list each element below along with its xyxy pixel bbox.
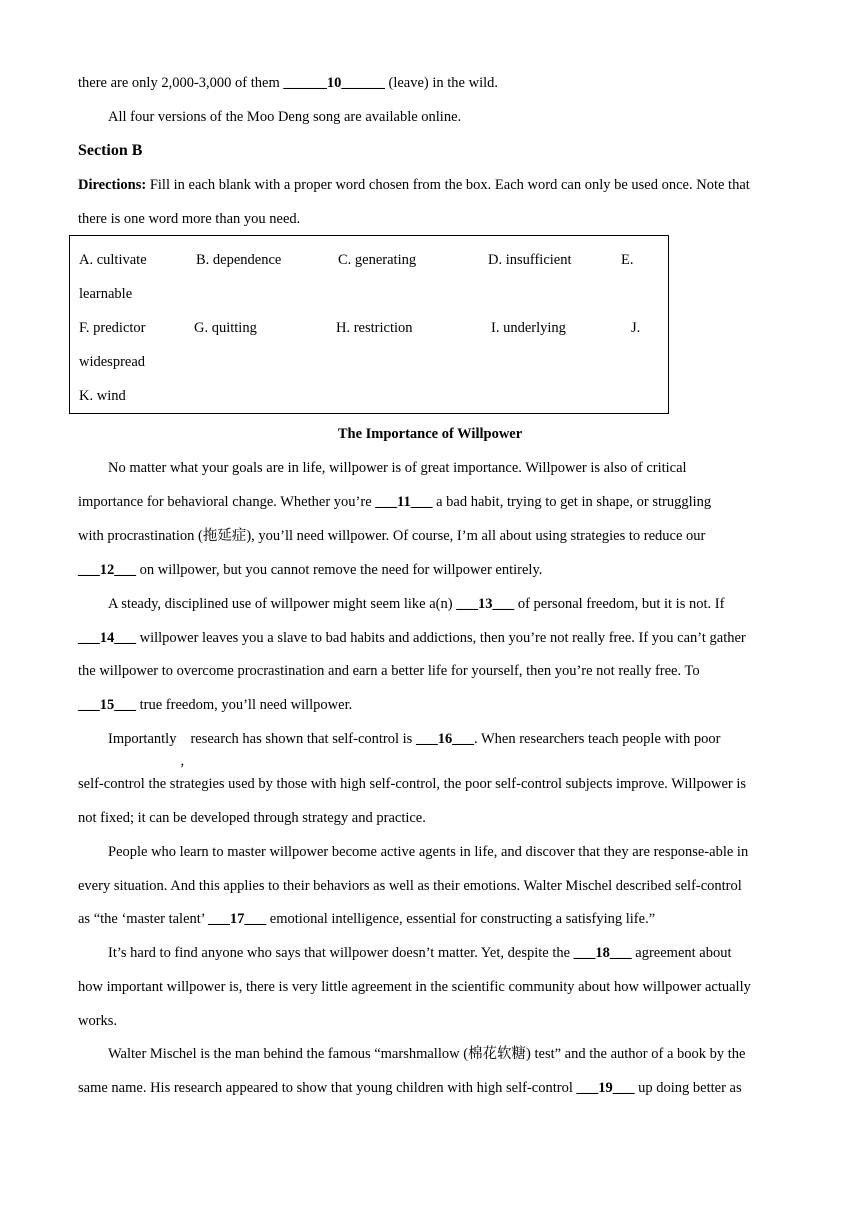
para-2-line-4 — [78, 695, 352, 715]
option-b: B. dependence — [196, 252, 282, 268]
blank-10: ______10______ — [283, 75, 385, 91]
option-f: F. predictor — [79, 320, 146, 336]
para-2-line-2 — [78, 628, 746, 648]
para-5-line-1 — [108, 943, 732, 963]
para-3-line-2: self-control the strategies used by those with high self-control, the poor self-control subjects improve. Willpower is — [78, 776, 747, 792]
option-c: C. generating — [338, 252, 417, 268]
para-1-line-2 — [78, 492, 711, 512]
intro-text: there are only 2,000-3,000 of them — [78, 75, 284, 91]
para-3-line-1 — [108, 729, 721, 769]
passage-text: agreement about — [631, 945, 732, 961]
passage-text: A steady, disciplined use of willpower might seem like a(n) — [108, 596, 457, 612]
passage-text: true freedom, you’ll need willpower. — [136, 697, 353, 713]
blank-17: ___17___ — [208, 911, 267, 927]
blank-18: ___18___ — [573, 945, 632, 961]
option-e-word: learnable — [79, 286, 133, 302]
directions-label: Directions: — [78, 177, 147, 193]
para-4-line-2: every situation. And this applies to their behaviors as well as their emotions. Walter Mischel described self-control — [78, 878, 742, 894]
option-d: D. insufficient — [488, 252, 572, 268]
passage-text: up doing better as — [634, 1080, 742, 1096]
option-k: K. wind — [79, 388, 126, 404]
passage-text: Importantly — [108, 731, 177, 747]
word-box — [69, 235, 669, 414]
section-heading: Section B — [78, 142, 143, 159]
passage-text: It’s hard to find anyone who says that willpower doesn’t matter. Yet, despite the — [108, 945, 574, 961]
passage-text: as “the ‘master talent’ — [78, 911, 209, 927]
directions-line-2: there is one word more than you need. — [78, 211, 301, 227]
option-a: A. cultivate — [79, 252, 147, 268]
passage-text: willpower leaves you a slave to bad habits and addictions, then you’re not really free. If you can’t gather — [136, 630, 746, 646]
blank-14: ___14___ — [78, 630, 136, 646]
para-4-line-1: People who learn to master willpower become active agents in life, and discover that they are response-able in — [108, 844, 749, 860]
blank-11: ___11___ — [375, 494, 433, 510]
blank-16: ___16___ — [415, 731, 474, 747]
para-4-line-3 — [78, 909, 655, 929]
para-2-line-3: the willpower to overcome procrastination and earn a better life for yourself, then you’re not really free. To — [78, 663, 700, 679]
intro-line-1 — [78, 73, 498, 93]
para-6-line-2 — [78, 1078, 742, 1098]
para-2-line-1 — [108, 594, 724, 614]
para-1-line-3: with procrastination (拖延症), you’ll need willpower. Of course, I’m all about using strategies to reduce our — [78, 528, 706, 544]
passage-title: The Importance of Willpower — [337, 426, 523, 442]
blank-13: ___13___ — [456, 596, 515, 612]
passage-text: of personal freedom, but it is not. If — [514, 596, 725, 612]
option-g: G. quitting — [194, 320, 257, 336]
option-e: E. — [621, 252, 634, 268]
passage-text: emotional intelligence, essential for constructing a satisfying life.” — [266, 911, 656, 927]
para-1-line-4 — [78, 560, 542, 580]
blank-15: ___15___ — [78, 697, 136, 713]
passage-text: same name. His research appeared to show that young children with high self-control — [78, 1080, 577, 1096]
passage-text: importance for behavioral change. Whether you’re — [78, 494, 376, 510]
directions — [78, 175, 750, 195]
passage-text: research has shown that self-control is — [190, 731, 416, 747]
blank-19: ___19___ — [576, 1080, 635, 1096]
passage-text: a bad habit, trying to get in shape, or struggling — [432, 494, 712, 510]
option-h: H. restriction — [336, 320, 413, 336]
directions-text: Fill in each blank with a proper word chosen from the box. Each word can only be used once. Note that — [146, 177, 750, 193]
para-6-line-1: Walter Mischel is the man behind the famous “marshmallow (棉花软糖) test” and the author of a book by the — [108, 1046, 746, 1062]
option-j: J. — [631, 320, 641, 336]
passage-text: . When researchers teach people with poor — [473, 731, 721, 747]
para-1-line-1: No matter what your goals are in life, willpower is of great importance. Willpower is also of critical — [108, 460, 687, 476]
option-i: I. underlying — [491, 320, 566, 336]
option-j-word: widespread — [79, 354, 146, 370]
passage-text: on willpower, but you cannot remove the need for willpower entirely. — [136, 562, 543, 578]
para-3-line-3: not fixed; it can be developed through strategy and practice. — [78, 810, 426, 826]
intro-line-2: All four versions of the Moo Deng song are available online. — [108, 109, 462, 125]
intro-text: (leave) in the wild. — [384, 75, 498, 91]
subscript-comma: , — [180, 753, 185, 769]
para-5-line-2: how important willpower is, there is very little agreement in the scientific community about how willpower actually — [78, 979, 751, 995]
blank-12: ___12___ — [78, 562, 136, 578]
para-5-line-3: works. — [78, 1013, 118, 1029]
